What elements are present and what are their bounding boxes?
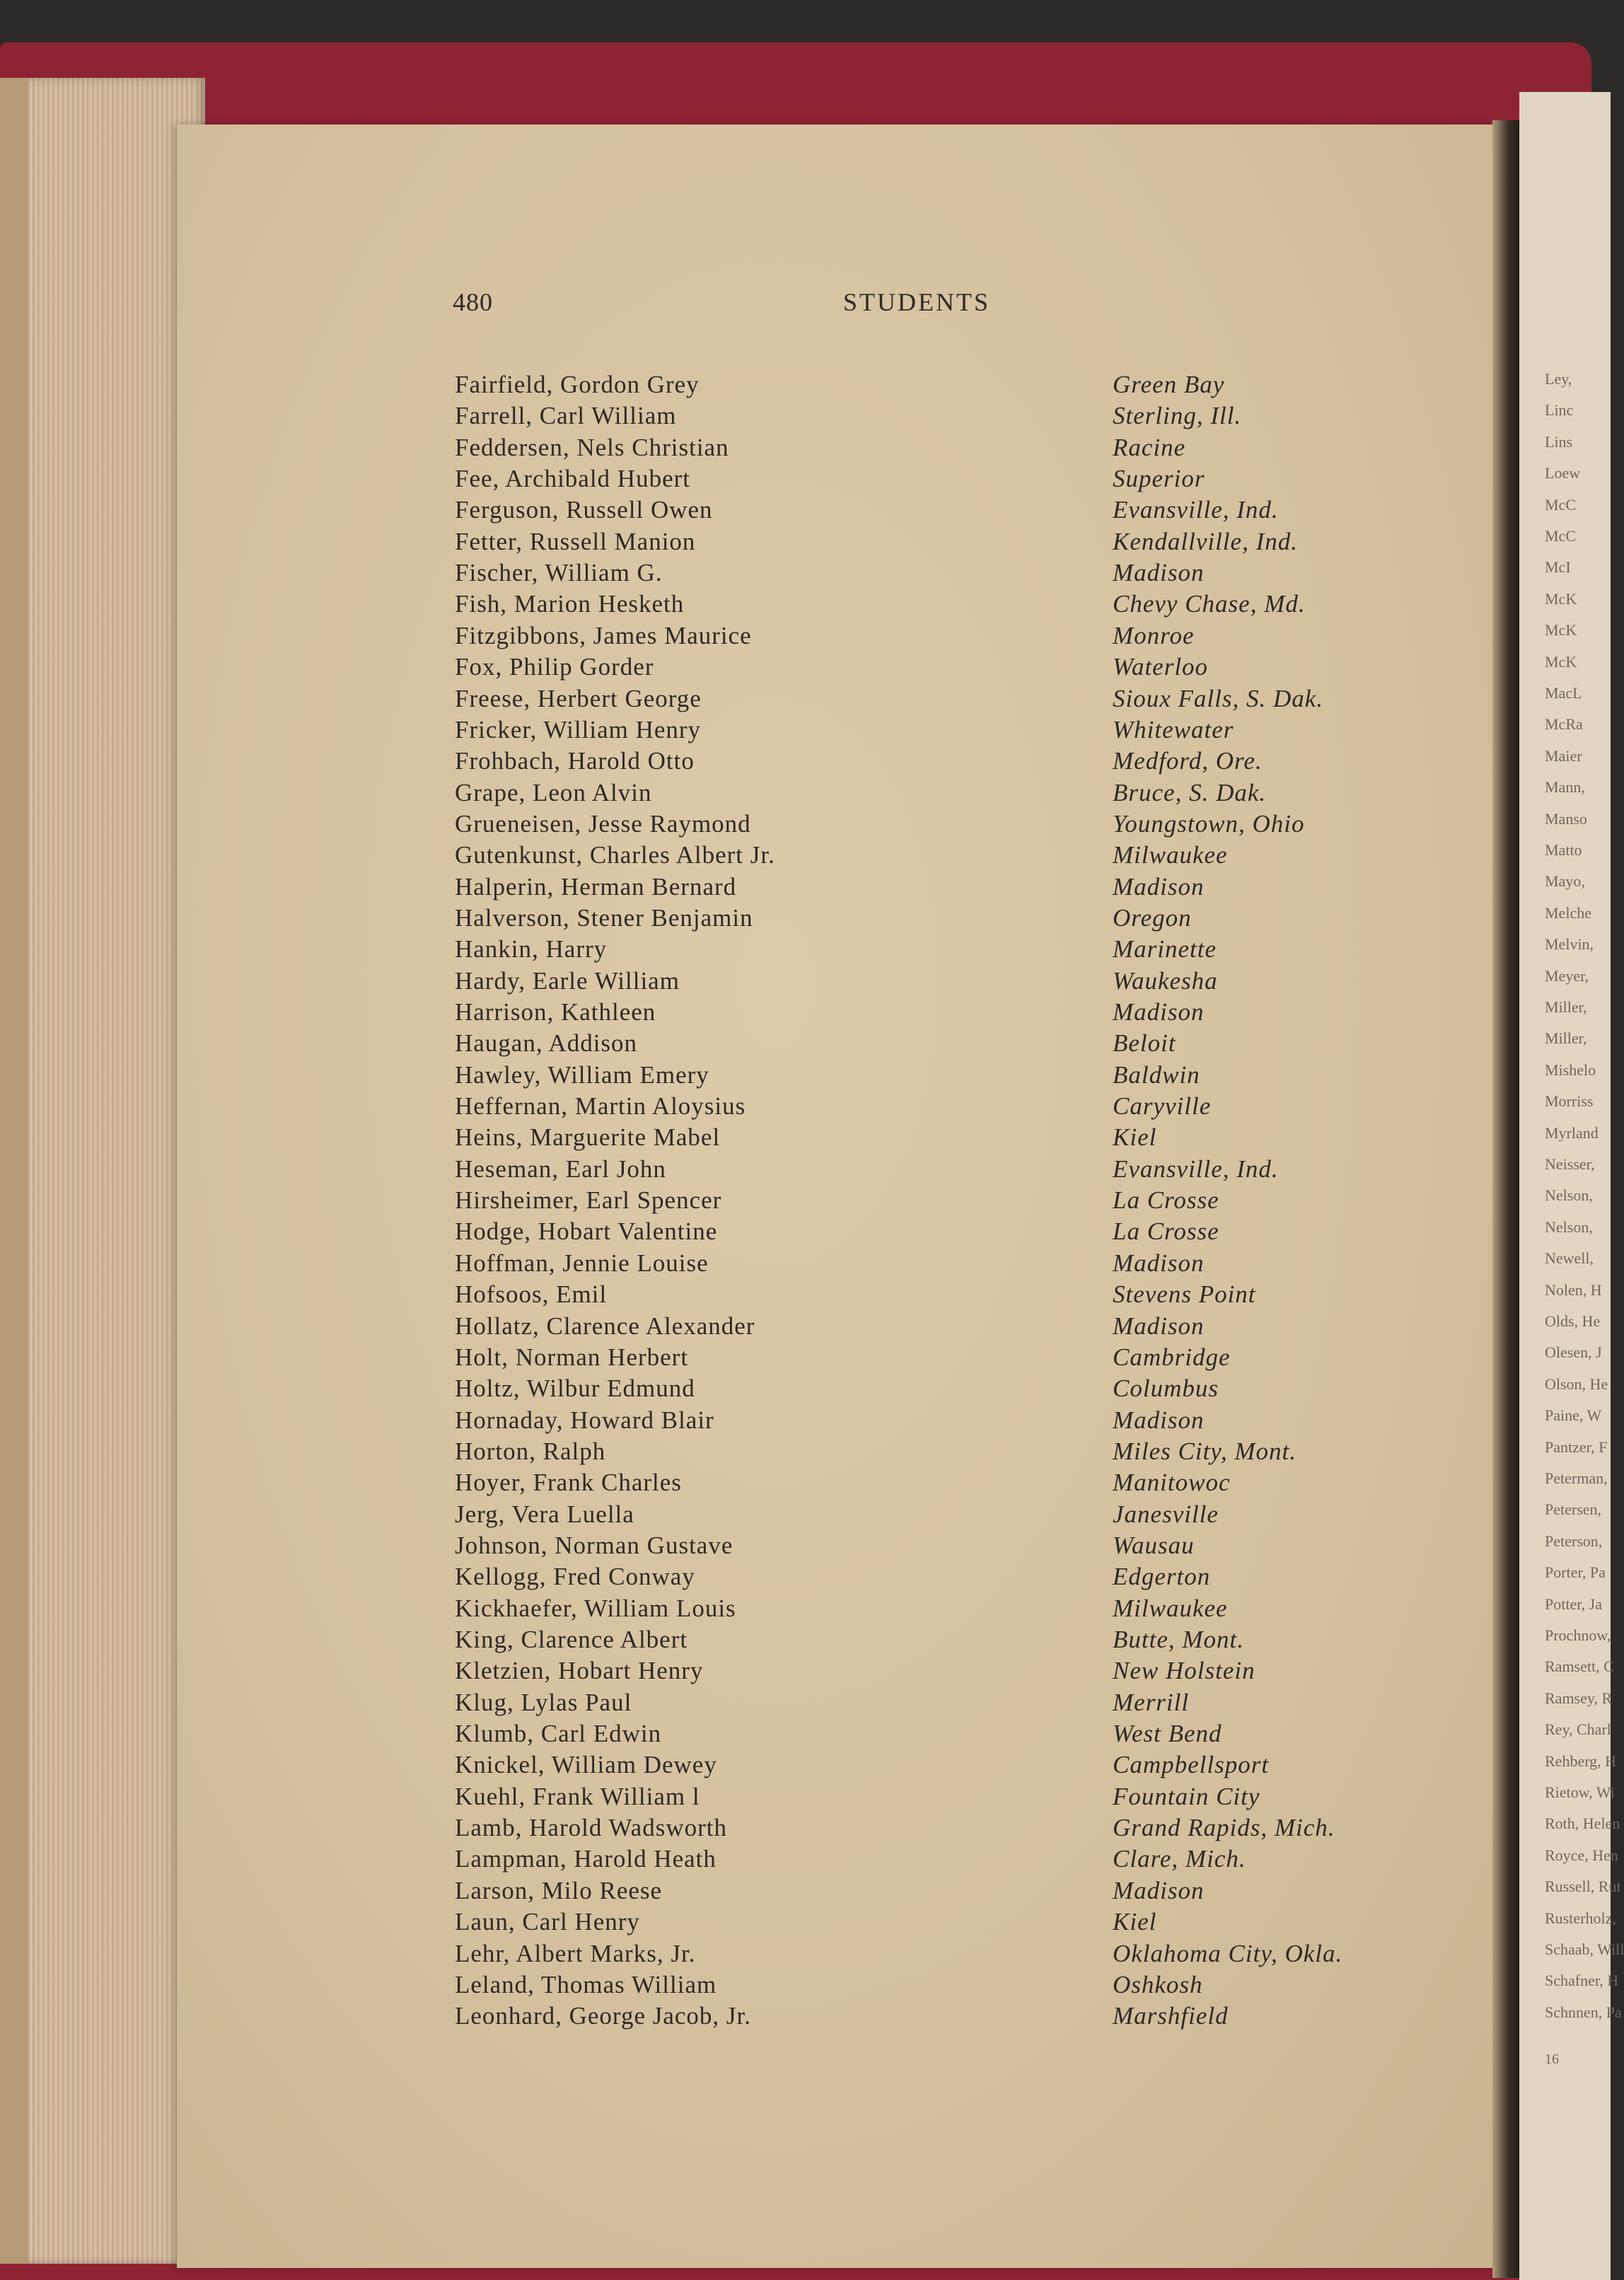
student-hometown: Bruce, S. Dak. — [1113, 778, 1267, 806]
student-hometown: Milwaukee — [1113, 1594, 1228, 1622]
student-hometown: Beloit — [1113, 1029, 1176, 1058]
student-name: Feddersen, Nels Christian — [455, 433, 729, 461]
facing-page-fragment: Ramsett, C — [1545, 1657, 1614, 1676]
facing-page-fragment: MacL — [1545, 684, 1582, 702]
facing-page-fragment: Meyer, — [1545, 966, 1589, 985]
student-hometown: Manitowoc — [1113, 1469, 1231, 1497]
facing-page-fragment: McC — [1545, 527, 1576, 545]
student-name: Fox, Philip Gorder — [455, 653, 654, 681]
student-hometown: Madison — [1113, 1312, 1205, 1340]
student-hometown: Chevy Chase, Md. — [1113, 590, 1306, 618]
student-row — [0, 935, 1611, 966]
student-hometown: Madison — [1113, 1249, 1205, 1277]
facing-page-fragment: Melvin, — [1545, 935, 1594, 954]
student-name: Kellogg, Fred Conway — [455, 1563, 695, 1591]
student-row — [0, 1061, 1611, 1092]
student-name: Kickhaefer, William Louis — [455, 1594, 736, 1622]
student-name: Larson, Milo Reese — [455, 1876, 663, 1904]
facing-page-fragment: McRa — [1545, 715, 1583, 734]
facing-page-fragment: Miller, — [1545, 998, 1587, 1016]
student-hometown: Evansville, Ind. — [1113, 496, 1279, 524]
facing-page-fragment: Ley, — [1545, 370, 1572, 388]
facing-page-fragment: Potter, Ja — [1545, 1595, 1602, 1613]
facing-page-fragment: Morriss — [1545, 1092, 1594, 1111]
student-row — [0, 810, 1611, 841]
facing-page-fragment: Prochnow, — [1545, 1626, 1611, 1644]
signature-mark: 16 — [1545, 2052, 1559, 2067]
student-row — [0, 1720, 1611, 1751]
student-hometown: Kendallville, Ind. — [1113, 527, 1298, 555]
student-hometown: West Bend — [1113, 1720, 1222, 1748]
student-hometown: Sioux Falls, S. Dak. — [1113, 684, 1324, 712]
student-row — [0, 1217, 1611, 1249]
student-row — [0, 1500, 1611, 1532]
student-name: Harrison, Kathleen — [455, 998, 656, 1026]
facing-page-fragment: McC — [1545, 495, 1576, 514]
facing-page-fragment: Matto — [1545, 841, 1582, 859]
student-name: Farrell, Carl William — [455, 402, 677, 430]
student-hometown: Madison — [1113, 998, 1205, 1026]
student-hometown: Clare, Mich. — [1113, 1845, 1246, 1873]
facing-page-fragment: Schnnen, Pa — [1545, 2003, 1622, 2021]
student-hometown: Oregon — [1113, 903, 1192, 932]
facing-page-fragment: Nolen, H — [1545, 1280, 1602, 1299]
student-row — [0, 1375, 1611, 1406]
student-row — [0, 653, 1611, 684]
student-hometown: La Crosse — [1113, 1217, 1219, 1246]
student-name: Frohbach, Harold Otto — [455, 747, 695, 775]
student-hometown: Evansville, Ind. — [1113, 1155, 1279, 1183]
facing-page-fragment: McK — [1545, 589, 1577, 608]
student-row — [0, 873, 1611, 904]
student-row — [0, 402, 1611, 433]
student-hometown: Fountain City — [1113, 1782, 1260, 1810]
student-name: Halverson, Stener Benjamin — [455, 903, 753, 932]
student-row — [0, 622, 1611, 653]
student-name: Ferguson, Russell Owen — [455, 496, 713, 524]
facing-page-fragment: Loew — [1545, 464, 1581, 482]
student-name: Lampman, Harold Heath — [455, 1845, 717, 1873]
student-hometown: Kiel — [1113, 1908, 1157, 1936]
student-row — [0, 1563, 1611, 1594]
facing-page-fragment: Mishelo — [1545, 1060, 1596, 1079]
student-name: Hawley, William Emery — [455, 1060, 709, 1089]
student-hometown: Green Bay — [1113, 371, 1225, 398]
student-name: Fitzgibbons, James Maurice — [455, 621, 752, 649]
student-row — [0, 1783, 1611, 1814]
student-row — [0, 1469, 1611, 1500]
student-hometown: Monroe — [1113, 621, 1195, 649]
student-row — [0, 1280, 1611, 1312]
student-hometown: Milwaukee — [1113, 841, 1228, 869]
student-name: Johnson, Norman Gustave — [455, 1531, 733, 1559]
student-name: Gutenkunst, Charles Albert Jr. — [455, 841, 775, 869]
student-row — [0, 1092, 1611, 1123]
student-row — [0, 559, 1611, 590]
student-row — [0, 1029, 1611, 1060]
student-hometown: Racine — [1113, 433, 1186, 461]
student-row — [0, 1657, 1611, 1688]
facing-page-fragment: Schaab, Will — [1545, 1940, 1624, 1958]
facing-page-fragment: Schafner, H — [1545, 1972, 1619, 1990]
facing-page-fragment: Rietow, Wi — [1545, 1783, 1615, 1801]
facing-page-fragment: Linc — [1545, 401, 1574, 419]
student-name: Fee, Archibald Hubert — [455, 465, 690, 493]
student-name: Heins, Marguerite Mabel — [455, 1123, 721, 1152]
student-hometown: Stevens Point — [1113, 1280, 1256, 1309]
student-row — [0, 1971, 1611, 2002]
student-name: Hoffman, Jennie Louise — [455, 1249, 709, 1277]
student-hometown: Wausau — [1113, 1531, 1195, 1559]
student-name: Grape, Leon Alvin — [455, 778, 652, 806]
student-name: Holt, Norman Herbert — [455, 1343, 689, 1371]
facing-page-fragment: Rusterholz, — [1545, 1909, 1616, 1927]
student-hometown: Madison — [1113, 559, 1205, 587]
facing-page-fragment: Mayo, — [1545, 872, 1585, 891]
student-hometown: Merrill — [1113, 1688, 1190, 1716]
student-name: Hodge, Hobart Valentine — [455, 1217, 718, 1246]
student-hometown: Kiel — [1113, 1123, 1157, 1152]
student-name: Laun, Carl Henry — [455, 1908, 640, 1936]
student-row — [0, 1532, 1611, 1563]
student-name: Freese, Herbert George — [455, 684, 702, 712]
facing-page-fragment: McK — [1545, 621, 1577, 640]
student-name: Fischer, William G. — [455, 559, 663, 587]
facing-page-fragment: Olesen, J — [1545, 1343, 1602, 1362]
facing-page-fragment: Paine, W — [1545, 1406, 1602, 1425]
student-hometown: Waukesha — [1113, 966, 1218, 995]
student-row — [0, 1940, 1611, 1971]
facing-page-fragment: Melche — [1545, 903, 1591, 922]
facing-page-fragment: Neisser, — [1545, 1155, 1595, 1173]
student-hometown: Oshkosh — [1113, 1970, 1203, 1998]
student-row — [0, 1626, 1611, 1657]
student-hometown: Cambridge — [1113, 1343, 1231, 1371]
student-name: Hofsoos, Emil — [455, 1280, 608, 1309]
facing-page-fragment: Nelson, — [1545, 1217, 1593, 1236]
facing-page-fragment: Petersen, — [1545, 1500, 1602, 1519]
student-hometown: Superior — [1113, 465, 1205, 493]
student-row — [0, 2002, 1611, 2033]
student-name: Holtz, Wilbur Edmund — [455, 1375, 695, 1403]
student-row — [0, 434, 1611, 465]
student-row — [0, 465, 1611, 496]
facing-page-fragment: Porter, Pa — [1545, 1563, 1606, 1582]
facing-page-fragment: McI — [1545, 558, 1571, 577]
student-row — [0, 1689, 1611, 1720]
student-row — [0, 496, 1611, 527]
student-row — [0, 371, 1611, 402]
student-hometown: Sterling, Ill. — [1113, 402, 1242, 430]
student-name: Kuehl, Frank William l — [455, 1782, 700, 1810]
facing-page-fragment: Olds, He — [1545, 1312, 1601, 1330]
student-row — [0, 1186, 1611, 1217]
student-name: Lamb, Harold Wadsworth — [455, 1814, 727, 1842]
student-hometown: Marshfield — [1113, 2002, 1229, 2030]
facing-page-fragment: Lins — [1545, 432, 1573, 451]
student-name: Halperin, Herman Bernard — [455, 872, 737, 901]
student-name: Klug, Lylas Paul — [455, 1688, 632, 1716]
student-row — [0, 1595, 1611, 1626]
student-row — [0, 998, 1611, 1029]
student-hometown: La Crosse — [1113, 1186, 1219, 1215]
student-row — [0, 1908, 1611, 1939]
student-hometown: Whitewater — [1113, 715, 1234, 743]
facing-page-fragment: Manso — [1545, 809, 1587, 828]
student-name: Fricker, William Henry — [455, 715, 702, 743]
facing-page-fragment: Ramsey, R — [1545, 1689, 1613, 1707]
student-name: Hoyer, Frank Charles — [455, 1469, 682, 1497]
student-hometown: Janesville — [1113, 1500, 1219, 1528]
student-name: Grueneisen, Jesse Raymond — [455, 809, 751, 838]
student-hometown: Butte, Mont. — [1113, 1626, 1244, 1653]
student-name: Hardy, Earle William — [455, 966, 680, 995]
student-hometown: Caryville — [1113, 1092, 1212, 1121]
student-hometown: Madison — [1113, 1876, 1205, 1904]
facing-page-fragment: Nelson, — [1545, 1186, 1593, 1205]
student-name: Jerg, Vera Luella — [455, 1500, 634, 1528]
facing-page-fragment: Royce, Hen — [1545, 1846, 1618, 1864]
student-hometown: Medford, Ore. — [1113, 747, 1263, 775]
facing-page-fragment: Maier — [1545, 746, 1582, 765]
student-name: Hankin, Harry — [455, 935, 608, 963]
student-row — [0, 967, 1611, 998]
student-name: Haugan, Addison — [455, 1029, 638, 1058]
student-hometown: Columbus — [1113, 1375, 1219, 1403]
student-row — [0, 528, 1611, 559]
student-name: Heffernan, Martin Aloysius — [455, 1092, 746, 1121]
student-row — [0, 1845, 1611, 1876]
student-hometown: Campbellsport — [1113, 1751, 1270, 1779]
student-row — [0, 1437, 1611, 1469]
facing-page-fragment: McK — [1545, 652, 1577, 671]
student-row — [0, 1814, 1611, 1845]
student-name: Heseman, Earl John — [455, 1155, 666, 1183]
facing-page-fragment: Newell, — [1545, 1249, 1594, 1268]
student-name: Hornaday, Howard Blair — [455, 1406, 714, 1434]
student-row — [0, 747, 1611, 778]
student-hometown: Baldwin — [1113, 1060, 1200, 1089]
student-row — [0, 716, 1611, 747]
facing-page-fragment: Miller, — [1545, 1029, 1587, 1048]
student-name: Hollatz, Clarence Alexander — [455, 1312, 755, 1340]
facing-page-fragment: Mann, — [1545, 778, 1585, 797]
student-row — [0, 1406, 1611, 1437]
facing-page-fragment: Pantzer, F — [1545, 1437, 1608, 1456]
student-hometown: Madison — [1113, 1406, 1205, 1434]
student-name: Fish, Marion Hesketh — [455, 590, 685, 618]
student-row — [0, 1123, 1611, 1155]
student-name: Kletzien, Hobart Henry — [455, 1657, 704, 1685]
student-row — [0, 904, 1611, 935]
student-row — [0, 779, 1611, 810]
student-row — [0, 1877, 1611, 1908]
student-row — [0, 841, 1611, 872]
student-row — [0, 1312, 1611, 1343]
student-name: King, Clarence Albert — [455, 1626, 688, 1653]
page-number: 480 — [453, 288, 493, 316]
facing-page-fragment: Myrland — [1545, 1123, 1599, 1142]
facing-page-fragment: Olson, He — [1545, 1375, 1608, 1393]
student-hometown: Grand Rapids, Mich. — [1113, 1814, 1335, 1842]
facing-page-fragment: Peterman, — [1545, 1469, 1608, 1487]
student-row — [0, 1751, 1611, 1782]
running-title: STUDENTS — [843, 288, 991, 316]
student-name: Leland, Thomas William — [455, 1970, 717, 1998]
student-hometown: Oklahoma City, Okla. — [1113, 1939, 1343, 1967]
student-hometown: Marinette — [1113, 935, 1217, 963]
facing-page-fragment: Roth, Helen — [1545, 1815, 1620, 1833]
student-name: Hirsheimer, Earl Spencer — [455, 1186, 722, 1215]
student-name: Fairfield, Gordon Grey — [455, 371, 700, 398]
facing-page-fragment: Russell, Rut — [1545, 1877, 1621, 1896]
student-name: Lehr, Albert Marks, Jr. — [455, 1939, 696, 1967]
student-hometown: Madison — [1113, 872, 1205, 901]
student-name: Leonhard, George Jacob, Jr. — [455, 2002, 752, 2030]
student-row — [0, 685, 1611, 716]
student-hometown: Edgerton — [1113, 1563, 1211, 1591]
student-hometown: Miles City, Mont. — [1113, 1437, 1297, 1465]
student-hometown: Youngstown, Ohio — [1113, 809, 1305, 838]
student-hometown: Waterloo — [1113, 653, 1209, 681]
student-name: Horton, Ralph — [455, 1437, 606, 1465]
student-row — [0, 590, 1611, 621]
student-row — [0, 1249, 1611, 1280]
facing-page-fragment: Rehberg, H — [1545, 1752, 1617, 1770]
student-row — [0, 1155, 1611, 1186]
student-hometown: New Holstein — [1113, 1657, 1255, 1685]
student-name: Fetter, Russell Manion — [455, 527, 696, 555]
facing-page-fragment: Rey, Charl — [1545, 1720, 1611, 1739]
facing-page-fragment: Peterson, — [1545, 1532, 1603, 1550]
student-name: Klumb, Carl Edwin — [455, 1720, 662, 1748]
student-name: Knickel, William Dewey — [455, 1751, 717, 1779]
student-row — [0, 1343, 1611, 1375]
